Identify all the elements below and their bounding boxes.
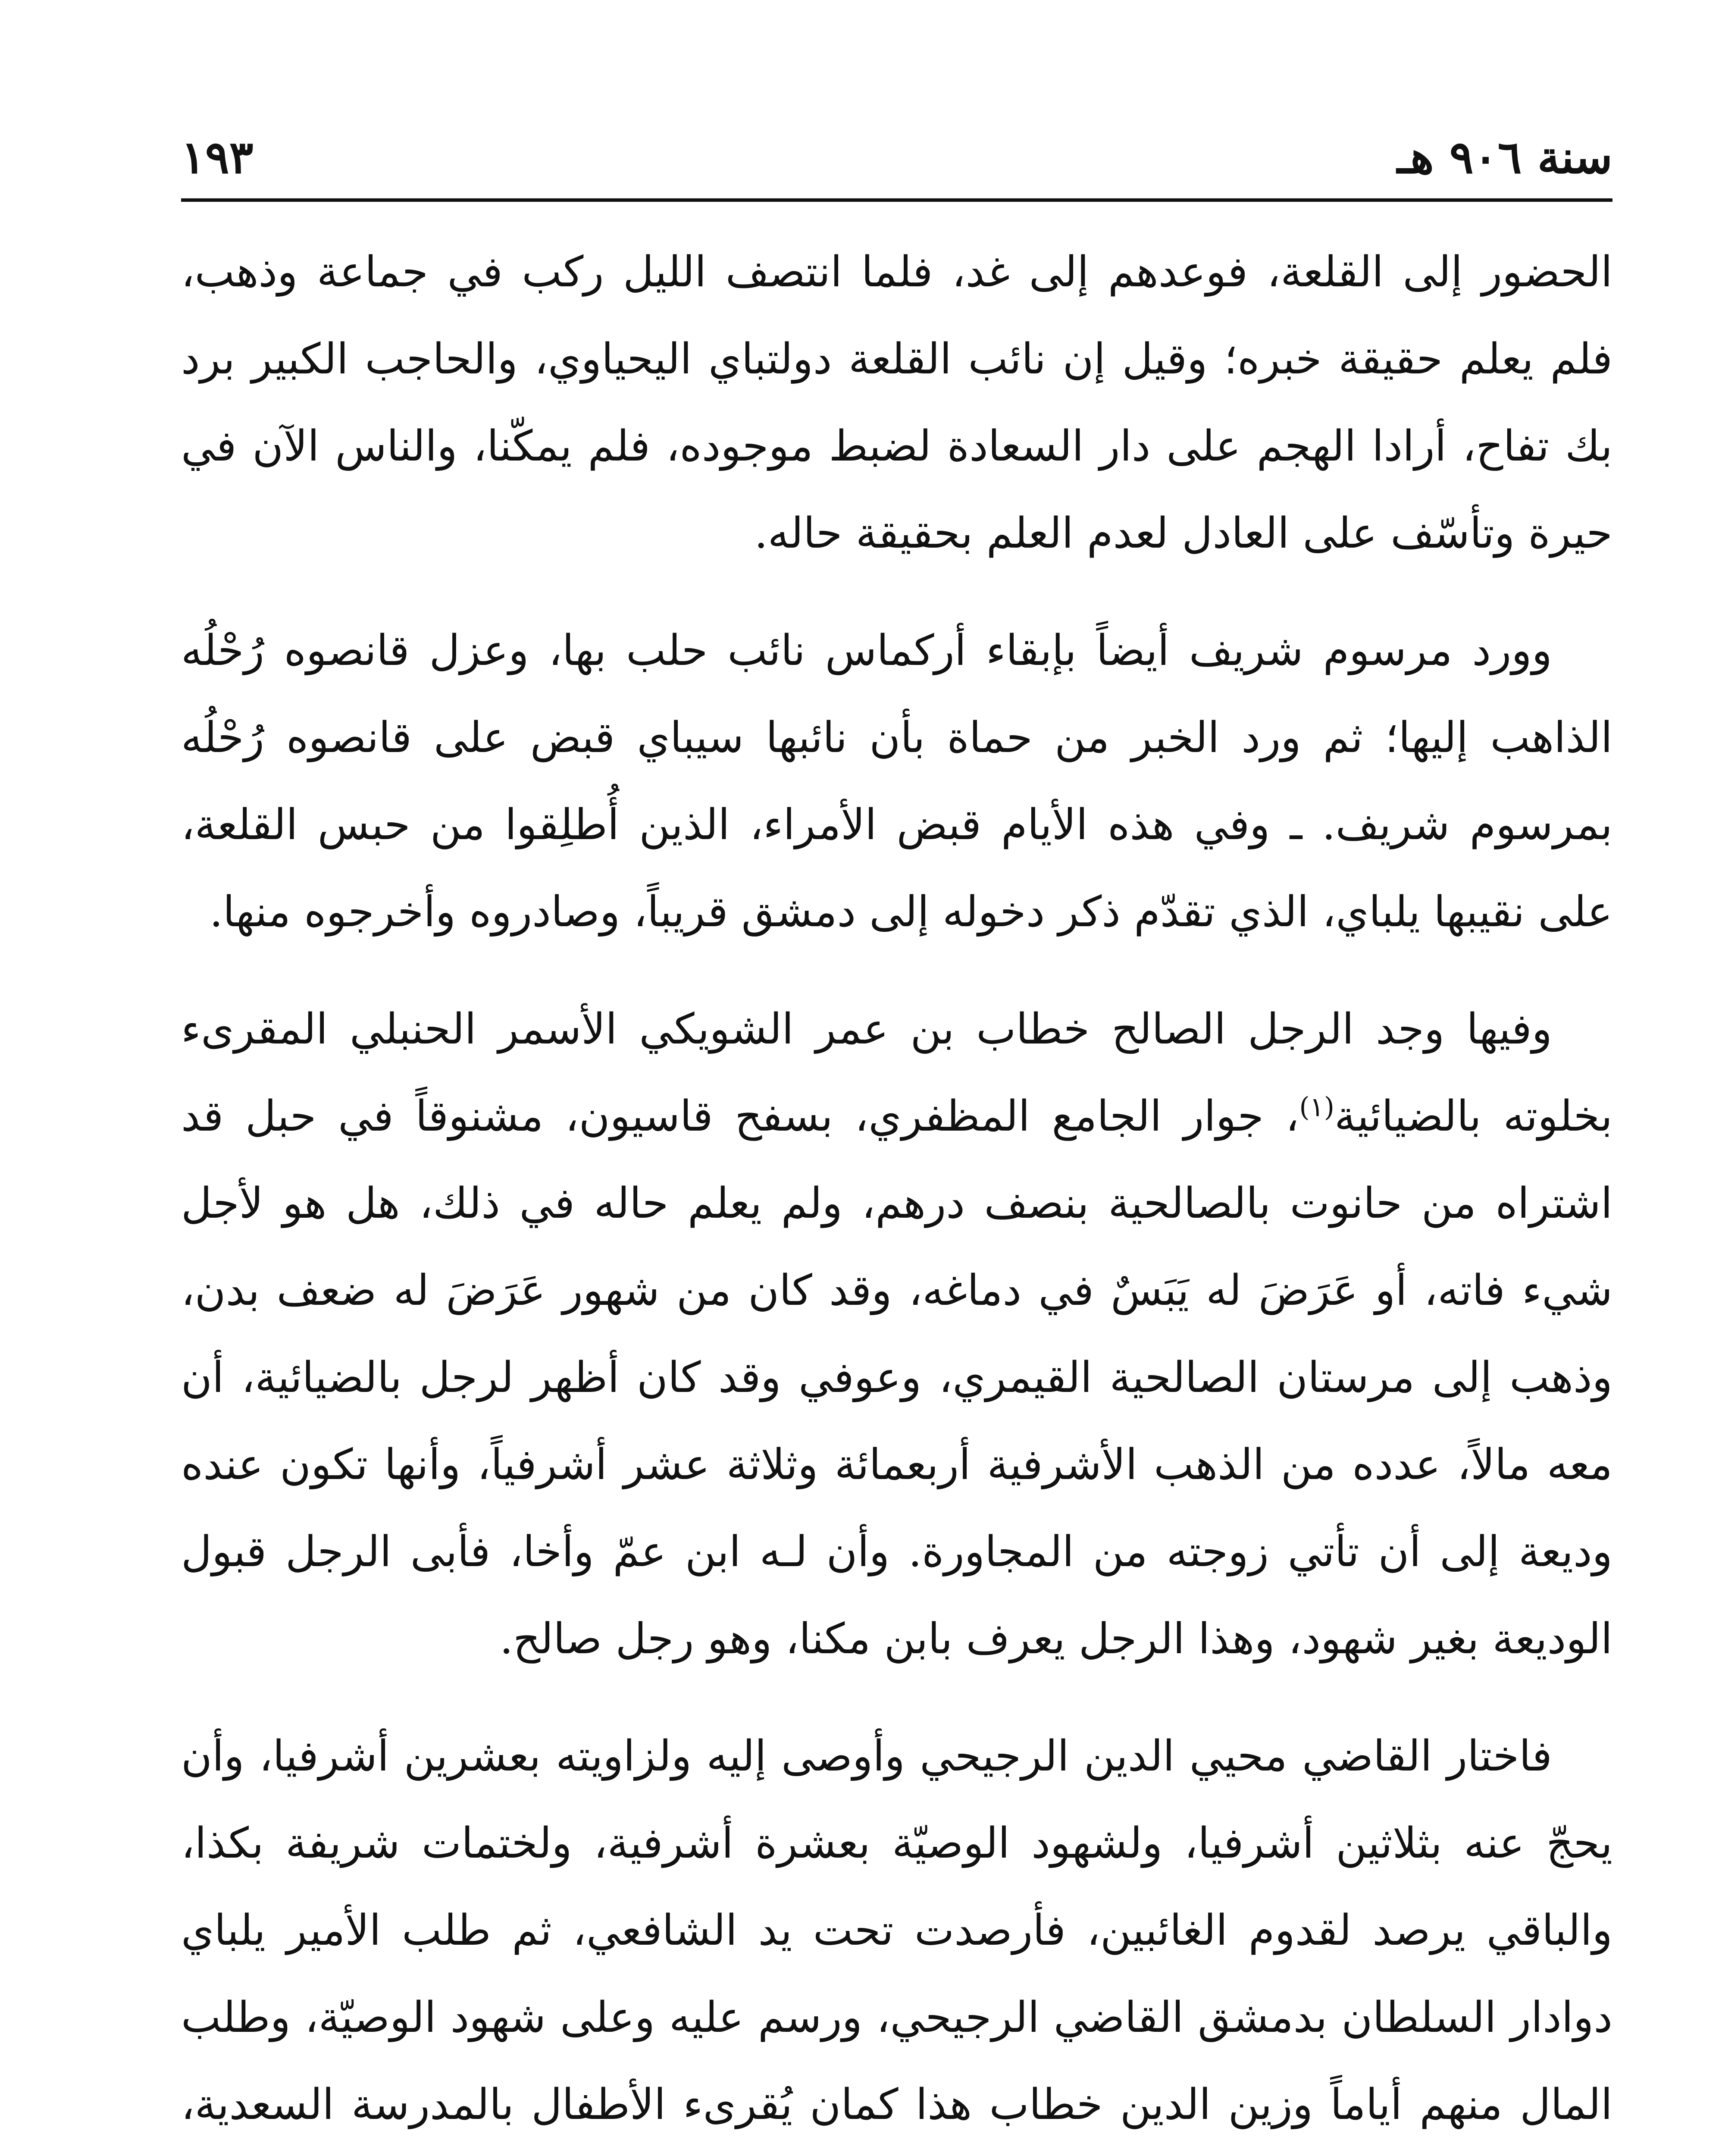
paragraph-4: فاختار القاضي محيي الدين الرجيحي وأوصى إليه ولزاويته بعشرين أشرفيا، وأن يحجّ عنه بثلاثين أشرفيا، ولشهود الوصيّة بعشرة أشرفية، ولختمات شريفة بكذا، والباقي يرصد لقدوم الغائبين، فأرصدت تحت يد الشافعي، ثم طلب الأمير يلباي دوادار السلطان بدمشق القاضي الرجيحي، ورسم عليه وعلى شهود الوصيّة، وطلب المال منهم أياماً وزين الدين خطاب هذا كمان يُقرىء الأطفال بالمدرسة السعدية،: [181, 1732, 1612, 2129]
running-header: [181, 121, 1612, 198]
paragraph-2: وورد مرسوم شريف أيضاً بإبقاء أركماس نائب حلب بها، وعزل قانصوه رُحْلُه الذاهب إليها؛ ثم ورد الخبر من حماة بأن نائبها سيباي قبض على قانصوه رُحْلُه بمرسوم شريف. ـ وفي هذه الأيام قبض الأمراء، الذين أُطلِقوا من حبس القلعة، على نقيبها يلباي، الذي تقدّم ذكر دخوله إلى دمشق قريباً، وصادروه وأخرجوه منها.: [181, 626, 1612, 937]
running-header-year: سنة ٩٠٦ هـ: [1397, 131, 1612, 184]
paragraph-3-start: وفيها وجد الرجل الصالح خطاب بن عمر الشويكي الأسمر الحنبلي المقرىء بخلوته بالضيائية: [181, 1005, 1613, 1141]
paragraph-1: الحضور إلى القلعة، فوعدهم إلى غد، فلما انتصف الليل ركب في جماعة وذهب، فلم يعلم حقيقة خبره؛ وقيل إن نائب القلعة دولتباي اليحياوي، والحاجب الكبير برد بك تفاح، أرادا الهجم على دار السعادة لضبط موجوده، فلم يمكّنا، والناس الآن في حيرة وتأسّف على العادل لعدم العلم بحقيقة حاله.: [181, 248, 1612, 558]
paragraph-3: [181, 986, 1612, 1683]
paragraph-3-rest: ، جوار الجامع المظفري، بسفح قاسيون، مشنوقاً في حبل قد اشتراه من حانوت بالصالحية بنصف درهم، ولم يعلم حاله في ذلك، هل هو لأجل شيء فاته، أو عَرَضَ له يَبَسٌ في دماغه، وقد كان من شهور عَرَضَ له ضعف بدن، وذهب إلى مرستان الصالحية القيمري، وعوفي وقد كان أظهر لرجل بالضيائية، أن معه مالاً، عدده من الذهب الأشرفية أربعمائة وثلاثة عشر أشرفياً، وأنها تكون عنده وديعة إلى أن تأتي زوجته من المجاورة. وأن لـه ابن عمّ وأخا، فأبى الرجل قبول الوديعة بغير شهود، وهذا الرجل يعرف بابن مكنا، وهو رجل صالح.: [181, 1092, 1613, 1664]
footnote-reference[interactable]: (١): [1299, 1091, 1335, 1123]
page-number: ١٩٣: [181, 131, 254, 184]
main-text: [181, 229, 1612, 2156]
header-rule: [181, 198, 1612, 202]
